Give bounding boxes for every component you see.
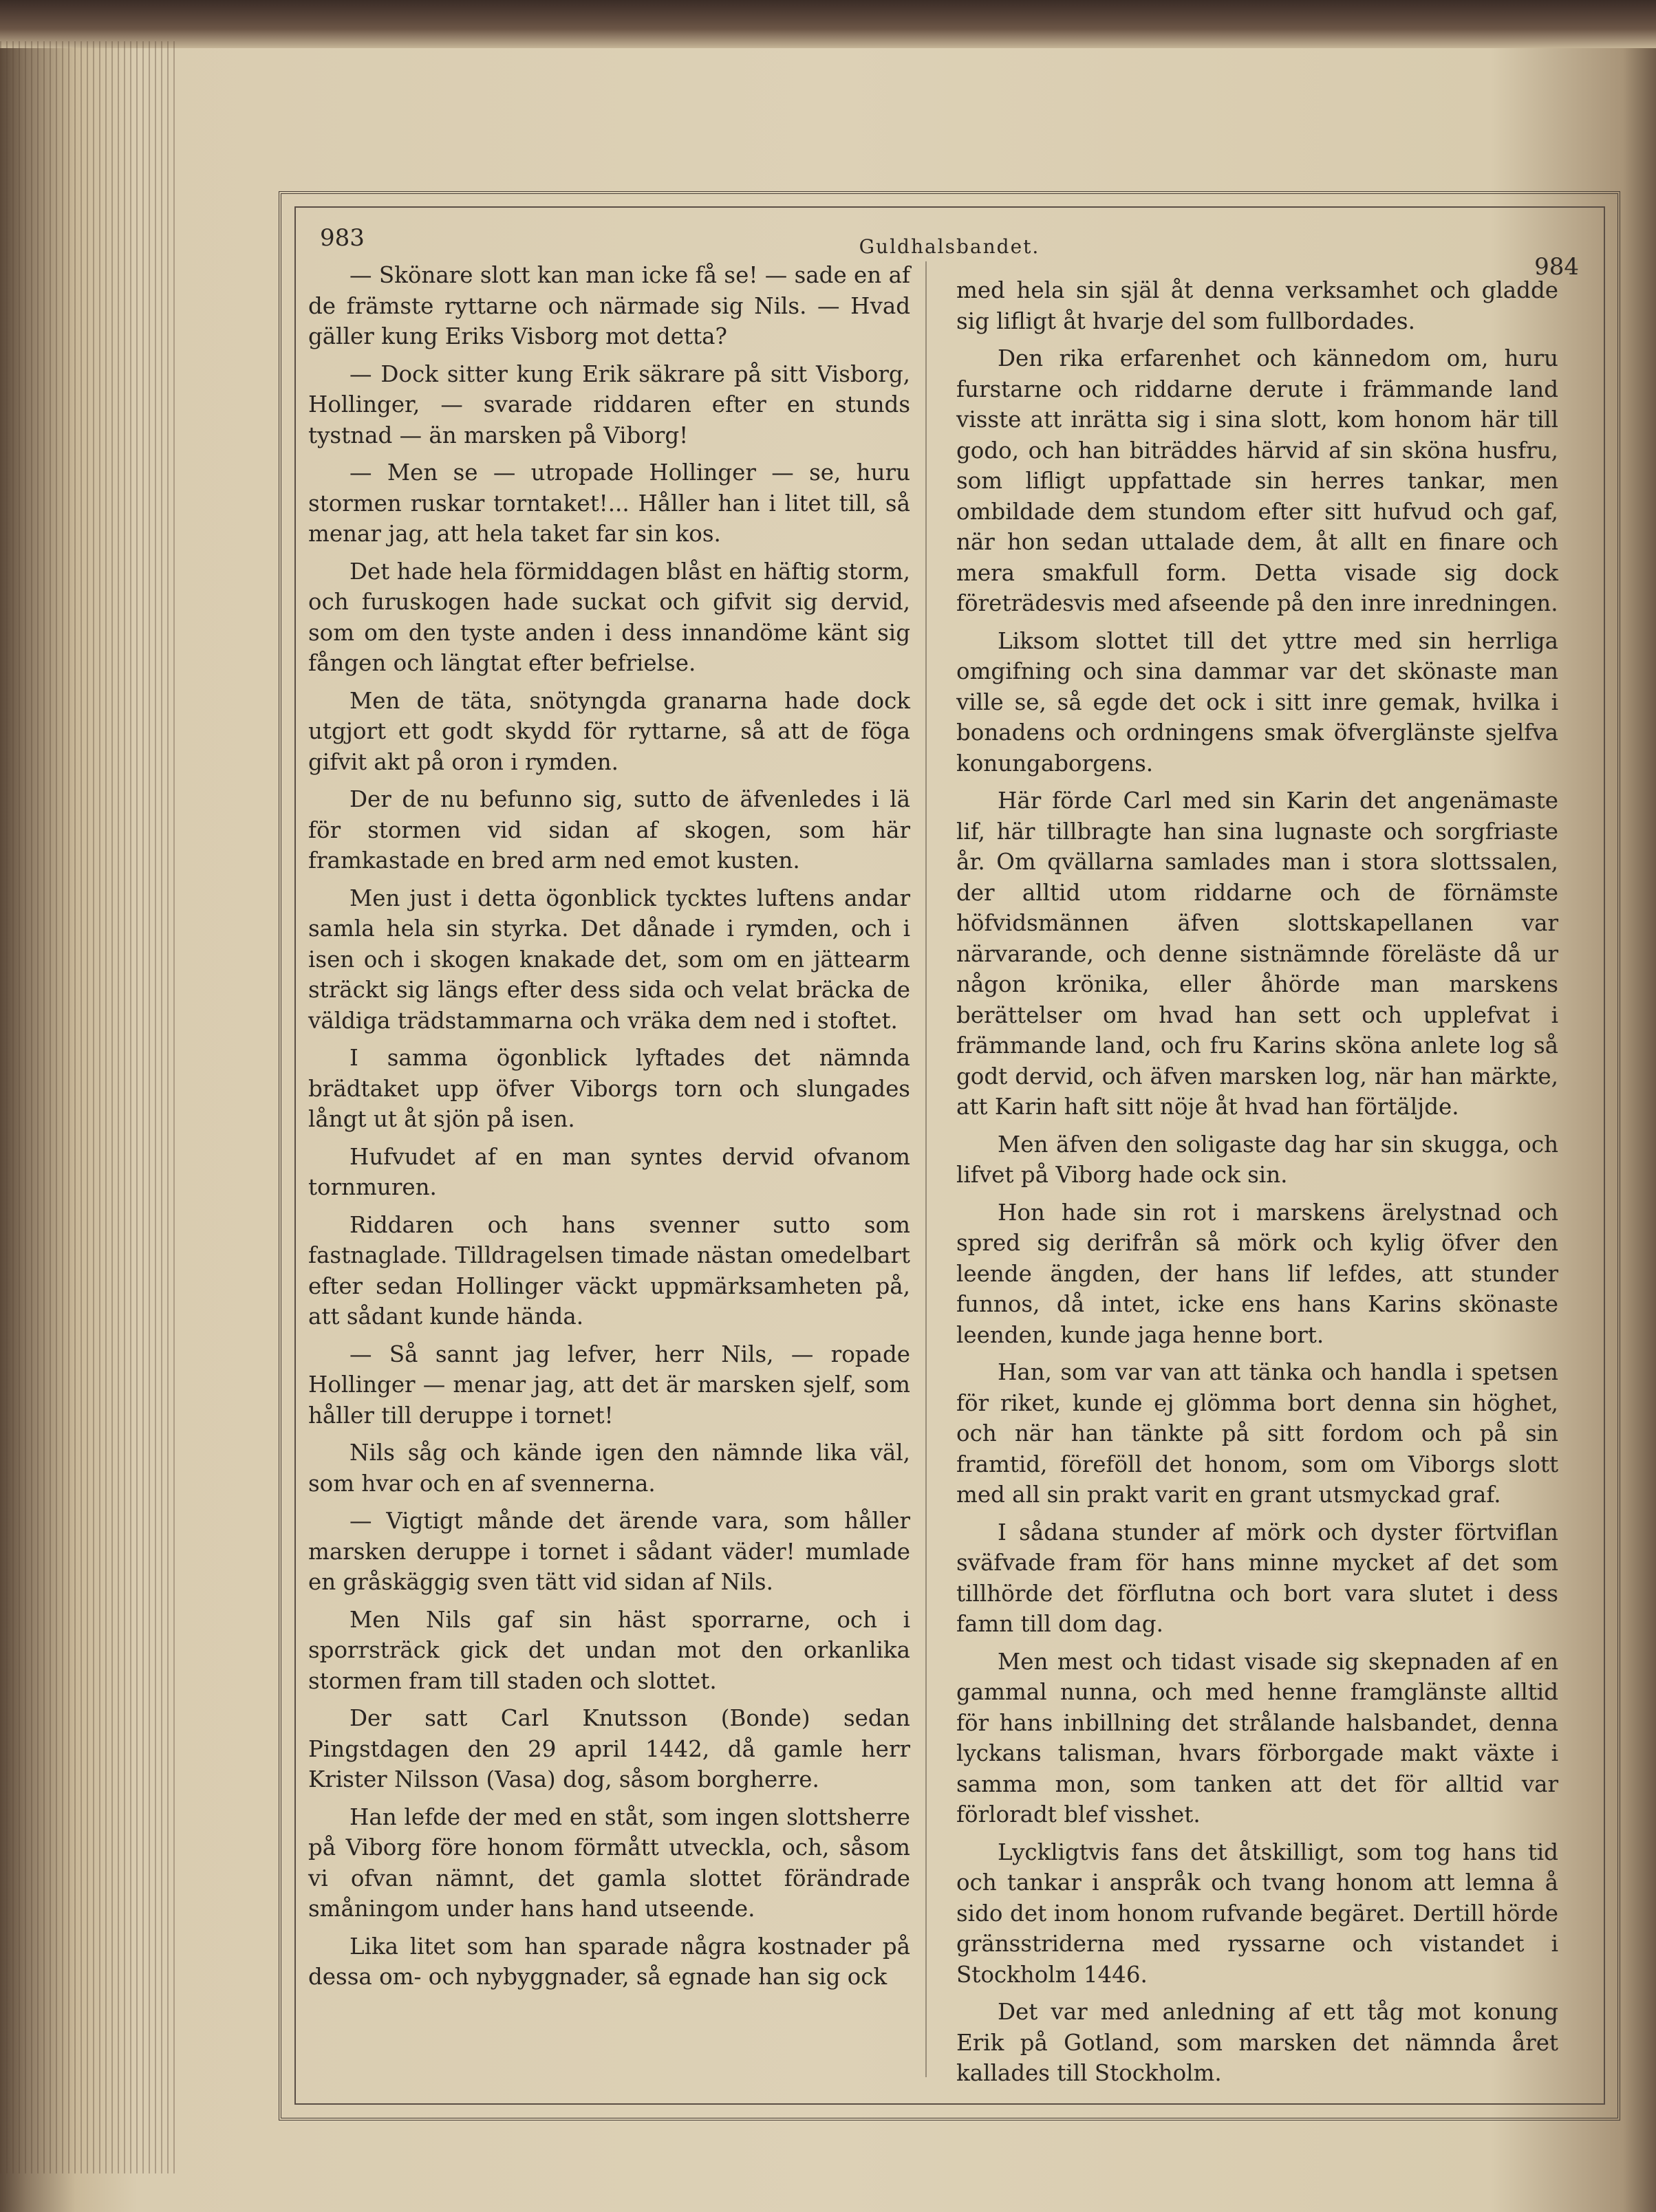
- paragraph: Riddaren och hans svenner sutto som fastnaglade. Tilldragelsen timade nästan omedelbart efter sedan Hollinger väckt uppmärksamheten på, att sådant kunde hända.: [308, 1211, 910, 1330]
- page-number-left: 983: [320, 224, 365, 252]
- paragraph: — Dock sitter kung Erik säkrare på sitt Visborg, Hollinger, — svarade riddaren efter en stunds tystnad — än marsken på Viborg!: [308, 360, 910, 448]
- paragraph: Men äfven den soligaste dag har sin skugga, och lifvet på Viborg hade ock sin.: [956, 1131, 1558, 1188]
- paragraph: I sådana stunder af mörk och dyster förtviflan sväfvade fram för hans minne mycket af det som tillhörde det förflutna och bort vara slutet i dess famn till dom dag.: [956, 1519, 1558, 1637]
- paragraph: Det var med anledning af ett tåg mot konung Erik på Gotland, som marsken det nämnda året kallades till Stockholm.: [956, 1999, 1558, 2086]
- page-number-right: 984: [1534, 253, 1579, 281]
- paragraph: Nils såg och kände igen den nämnde lika väl, som hvar och en af svennerna.: [308, 1440, 910, 1497]
- paragraph: Det hade hela förmiddagen blåst en häftig storm, och furuskogen hade suckat och gifvit sig dervid, som om den tyste anden i dess innandöme känt sig fången och längtat efter befrielse.: [308, 558, 910, 676]
- paragraph: — Så sannt jag lefver, herr Nils, — ropade Hollinger — menar jag, att det är marsken sjelf, som håller till deruppe i tornet!: [308, 1341, 910, 1429]
- paragraph: Hon hade sin rot i marskens ärelystnad och spred sig derifrån så mörk och kylig öfver den leende ängden, der hans lif lefdes, att stunder funnos, då intet, icke ens hans Karins skönaste leenden, kunde jaga henne bort.: [956, 1199, 1558, 1348]
- paragraph: Der de nu befunno sig, sutto de äfvenledes i lä för stormen vid sidan af skogen, som här framkastade en bred arm ned emot kusten.: [308, 786, 910, 874]
- paragraph: Liksom slottet till det yttre med sin herrliga omgifning och sina dammar var det skönaste man ville se, så egde det ock i sitt inre gemak, hvilka i bonadens och ordningens smak öfverglänste sjelfva konungaborgens.: [956, 627, 1558, 777]
- paragraph: Men de täta, snötyngda granarna hade dock utgjort ett godt skydd för ryttarne, så att de föga gifvit akt på oron i rymden.: [308, 687, 910, 775]
- paragraph: Den rika erfarenhet och kännedom om, huru furstarne och riddarne derute i främmande land visste att inrätta sig i sina slott, kom honom här till godo, och han biträddes härvid af sin sköna husfru, som lifligt uppfattade sin herres tankar, men ombildade dem stundom efter sitt hufvud och gaf, när hon sedan uttalade dem, åt allt en finare och mera smakfull form. Detta visade sig dock företrädesvis med afseende på den inre inredningen.: [956, 345, 1558, 616]
- paragraph: Lyckligtvis fans det åtskilligt, som tog hans tid och tankar i anspråk och tvang honom att lemna å sido det inom honom rufvande begäret. Dertill hörde gränsstriderna med ryssarne och vistandet i Stockholm 1446.: [956, 1839, 1558, 1988]
- book-top-edge: [0, 0, 1656, 48]
- paragraph: I samma ögonblick lyftades det nämnda brädtaket upp öfver Viborgs torn och slungades långt ut åt sjön på isen.: [308, 1045, 910, 1132]
- paragraph: Hufvudet af en man syntes dervid ofvanom tornmuren.: [308, 1143, 910, 1200]
- column-divider: [925, 261, 927, 2077]
- paragraph: Men mest och tidast visade sig skepnaden af en gammal nunna, och med henne framglänste alltid för hans inbillning det strålande halsbandet, denna lyckans talisman, hvars förborgade makt växte i samma mon, som tanken att det för alltid var förloradt blef visshet.: [956, 1648, 1558, 1828]
- left-column: [308, 260, 910, 2083]
- paragraph: Men Nils gaf sin häst sporrarne, och i sporrsträck gick det undan mot den orkanlika stormen fram till staden och slottet.: [308, 1606, 910, 1694]
- paragraph: med hela sin själ åt denna verksamhet och gladde sig lifligt åt hvarje del som fullbordades.: [956, 277, 1558, 334]
- paragraph: Lika litet som han sparade några kostnader på dessa om- och nybyggnader, så egnade han sig ock: [308, 1933, 910, 1990]
- paragraph: Han, som var van att tänka och handla i spetsen för riket, kunde ej glömma bort denna sin höghet, och när han tänkte på sitt fordom och på sin framtid, föreföll det honom, som om Viborgs slott med all sin prakt varit en grant utsmyckad graf.: [956, 1359, 1558, 1508]
- paragraph: — Skönare slott kan man icke få se! — sade en af de främste ryttarne och närmade sig Nils. — Hvad gäller kung Eriks Visborg mot detta?: [308, 262, 910, 349]
- paragraph: Han lefde der med en ståt, som ingen slottsherre på Viborg före honom förmått utveckla, och, såsom vi ofvan nämnt, det gamla slottet förändrade småningom under hans hand utseende.: [308, 1803, 910, 1922]
- right-column: [956, 275, 1558, 2098]
- paragraph: — Men se — utropade Hollinger — se, huru stormen ruskar torntaket!... Håller han i litet till, så menar jag, att hela taket far sin kos.: [308, 459, 910, 547]
- running-title: Guldhalsbandet.: [859, 235, 1040, 258]
- paragraph: Der satt Carl Knutsson (Bonde) sedan Pingstdagen den 29 april 1442, då gamle herr Krister Nilsson (Vasa) dog, såsom borgherre.: [308, 1705, 910, 1792]
- paragraph: Här förde Carl med sin Karin det angenämaste lif, här tillbragte han sina lugnaste och sorgfriaste år. Om qvällarna samlades man i stora slottssalen, der alltid utom riddarne och de förnämste höfvidsmännen äfven slottskapellanen var närvarande, och denne sistnämnde föreläste då ur någon krönika, eller åhörde man marskens berättelser om hvad han sett och upplefvat i främmande land, och fru Karins sköna anlete log så godt dervid, och äfven marsken log, när han märkte, att Karin haft sitt nöje åt hvad han förtäljde.: [956, 788, 1558, 1120]
- paragraph: — Vigtigt månde det ärende vara, som håller marsken deruppe i tornet i sådant väder! mumlade en gråskäggig sven tätt vid sidan af Nils.: [308, 1508, 910, 1595]
- page-stack-edges: [0, 41, 179, 2173]
- paragraph: Men just i detta ögonblick tycktes luftens andar samla hela sin styrka. Det dånade i rymden, och i isen och i skogen knakade det, som om en jättearm sträckt sig längs efter dess sida och velat bräcka de väldiga trädstammarna och vräka dem ned i stoftet.: [308, 885, 910, 1034]
